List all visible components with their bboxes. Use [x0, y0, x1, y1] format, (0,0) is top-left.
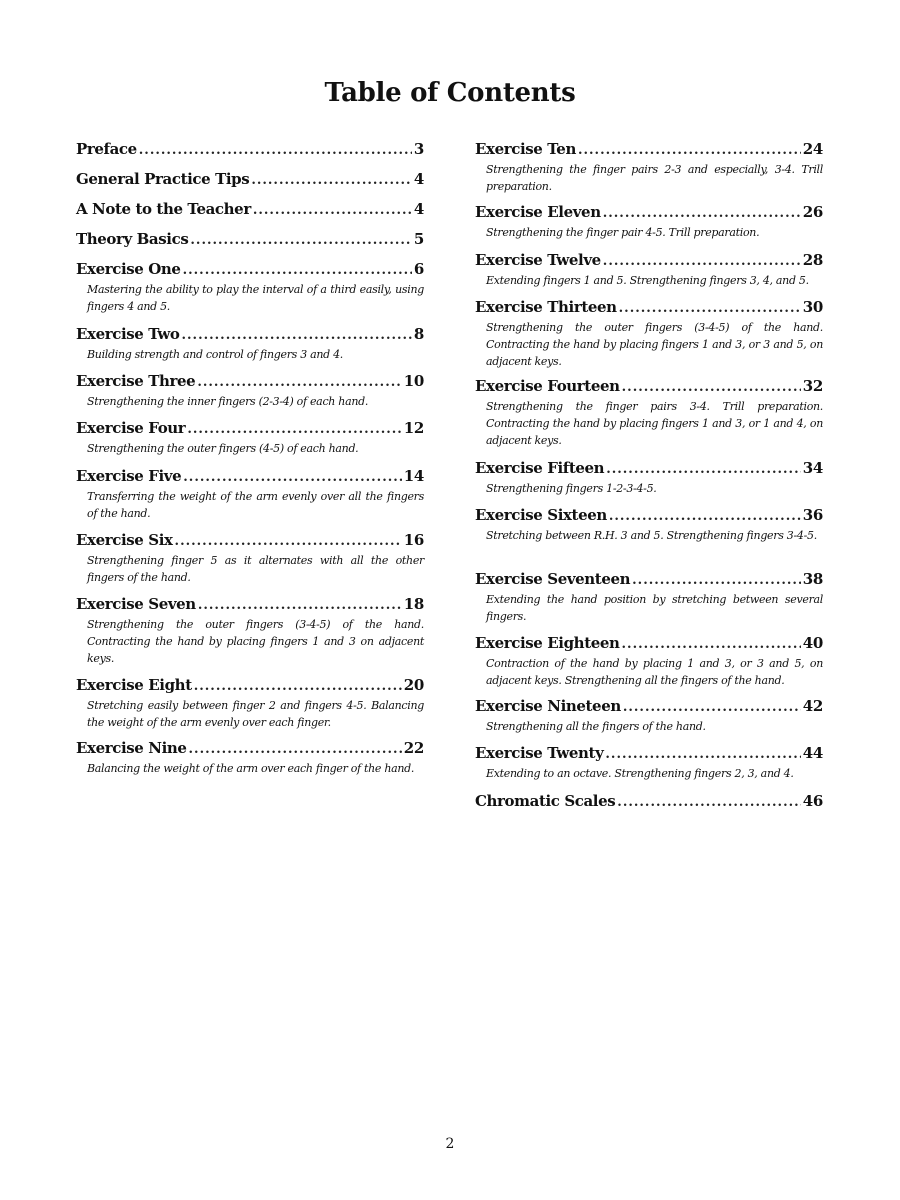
toc-entry-page: 3	[413, 140, 424, 158]
toc-entry-row	[475, 377, 823, 397]
toc-entry-title: Exercise One	[76, 260, 181, 278]
toc-dot-leader	[605, 747, 800, 762]
toc-entry-title: Exercise Eleven	[475, 203, 601, 221]
toc-entry-page: 36	[802, 506, 823, 524]
toc-entry-row	[76, 739, 424, 759]
toc-entry-row	[76, 676, 424, 696]
toc-entry-row	[76, 531, 424, 551]
toc-entry-page: 4	[413, 200, 424, 218]
toc-entry-page: 38	[802, 570, 823, 588]
toc-entry-page: 46	[802, 792, 823, 810]
toc-entry-row	[475, 251, 823, 271]
toc-entry-description: Strengthening the outer fingers (4-5) of each hand.	[87, 442, 359, 455]
toc-dot-leader	[619, 301, 801, 316]
toc-entry-page: 12	[403, 419, 424, 437]
toc-entry-description: Stretching easily between finger 2 and fingers 4-5. Balancing the weight of the arm evenly over each finger.	[87, 699, 424, 729]
toc-dot-leader	[175, 534, 402, 549]
toc-entry-page: 22	[403, 739, 424, 757]
toc-dot-leader	[198, 598, 402, 613]
toc-entry	[475, 506, 823, 544]
toc-entry	[475, 298, 823, 370]
toc-entry-title: Exercise Seventeen	[475, 570, 631, 588]
toc-entry-description: Strengthening the inner fingers (2-3-4) of each hand.	[87, 395, 369, 408]
toc-entry-description: Transferring the weight of the arm evenly over all the fingers of the hand.	[87, 490, 424, 520]
toc-dot-leader	[190, 233, 411, 248]
toc-entry-title: Exercise Sixteen	[475, 506, 607, 524]
toc-entry-page: 8	[413, 325, 424, 343]
toc-entry-page: 24	[802, 140, 823, 158]
toc-entry-page: 28	[802, 251, 823, 269]
toc-entry-title: Exercise Six	[76, 531, 173, 549]
page-number: 2	[445, 1136, 455, 1152]
toc-entry-row	[475, 506, 823, 526]
toc-entry-title: Exercise Eight	[76, 676, 192, 694]
toc-entry-description: Stretching between R.H. 3 and 5. Strengthening fingers 3-4-5.	[486, 529, 817, 542]
toc-entry	[76, 739, 424, 777]
toc-entry-title: Exercise Four	[76, 419, 186, 437]
toc-entry-row	[76, 170, 424, 190]
toc-entry-row	[76, 372, 424, 392]
toc-entry	[76, 200, 424, 220]
toc-entry-row	[76, 595, 424, 615]
toc-entry	[475, 140, 823, 195]
toc-entry-description: Contraction of the hand by placing 1 and 3, or 3 and 5, on adjacent keys. Strengthening all the fingers of the hand.	[486, 657, 823, 687]
toc-entry-row	[76, 325, 424, 345]
toc-entry	[475, 377, 823, 449]
toc-entry-description: Strengthening fingers 1-2-3-4-5.	[486, 482, 657, 495]
toc-entry-page: 40	[802, 634, 823, 652]
toc-dot-leader	[139, 143, 412, 158]
toc-entry-title: Chromatic Scales	[475, 792, 616, 810]
toc-entry-description: Balancing the weight of the arm over each finger of the hand.	[87, 762, 415, 775]
toc-entry-title: General Practice Tips	[76, 170, 250, 188]
toc-entry-description: Strengthening finger 5 as it alternates with all the other fingers of the hand.	[87, 554, 424, 584]
toc-entry-title: A Note to the Teacher	[76, 200, 251, 218]
toc-entry	[76, 372, 424, 410]
toc-entry-page: 30	[802, 298, 823, 316]
toc-entry	[475, 459, 823, 497]
toc-entry-page: 26	[802, 203, 823, 221]
toc-entry-page: 6	[413, 260, 424, 278]
toc-entry-row	[76, 200, 424, 220]
toc-entry-page: 10	[403, 372, 424, 390]
toc-entry	[76, 676, 424, 731]
toc-entry-description: Extending fingers 1 and 5. Strengthening fingers 3, 4, and 5.	[486, 274, 809, 287]
toc-entry	[76, 325, 424, 363]
toc-entry-title: Exercise Fifteen	[475, 459, 605, 477]
toc-entry-title: Theory Basics	[76, 230, 189, 248]
toc-entry-row	[475, 744, 823, 764]
toc-dot-leader	[623, 700, 801, 715]
toc-entry-title: Exercise Seven	[76, 595, 196, 613]
toc-entry-page: 42	[802, 697, 823, 715]
toc-entry	[76, 595, 424, 667]
toc-entry-title: Exercise Nine	[76, 739, 187, 757]
toc-entry-description: Strengthening the finger pair 4-5. Trill preparation.	[486, 226, 760, 239]
toc-entry-description: Strengthening the outer fingers (3-4-5) of the hand. Contracting the hand by placing fingers 1 and 3 on adjacent keys.	[87, 618, 424, 665]
toc-entry-row	[475, 140, 823, 160]
toc-entry-title: Exercise Three	[76, 372, 196, 390]
toc-entry-page: 4	[413, 170, 424, 188]
toc-entry	[475, 251, 823, 289]
toc-dot-leader	[622, 380, 801, 395]
toc-entry-description: Extending to an octave. Strengthening fingers 2, 3, and 4.	[486, 767, 794, 780]
toc-entry-page: 18	[403, 595, 424, 613]
toc-dot-leader	[194, 679, 402, 694]
page-title: Table of Contents	[324, 78, 576, 108]
toc-dot-leader	[187, 422, 401, 437]
toc-dot-leader	[578, 143, 801, 158]
toc-entry-description: Strengthening the finger pairs 2-3 and especially, 3-4. Trill preparation.	[486, 163, 823, 193]
toc-entry	[475, 634, 823, 689]
toc-entry	[475, 697, 823, 735]
toc-entry	[76, 140, 424, 160]
toc-dot-leader	[622, 637, 801, 652]
toc-entry-title: Exercise Two	[76, 325, 180, 343]
toc-entry-row	[475, 792, 823, 812]
toc-dot-leader	[603, 254, 801, 269]
toc-entry	[76, 467, 424, 522]
toc-dot-leader	[632, 573, 801, 588]
toc-entry-title: Preface	[76, 140, 137, 158]
toc-dot-leader	[197, 375, 401, 390]
toc-entry-row	[475, 570, 823, 590]
toc-dot-leader	[189, 742, 402, 757]
toc-entry-page: 32	[802, 377, 823, 395]
toc-entry	[76, 170, 424, 190]
toc-entry	[475, 203, 823, 241]
toc-entry	[475, 570, 823, 625]
toc-entry-title: Exercise Nineteen	[475, 697, 621, 715]
toc-entry-description: Mastering the ability to play the interval of a third easily, using fingers 4 and 5.	[87, 283, 424, 313]
toc-dot-leader	[182, 328, 412, 343]
toc-dot-leader	[603, 206, 801, 221]
toc-entry-title: Exercise Ten	[475, 140, 576, 158]
toc-entry-description: Building strength and control of fingers 3 and 4.	[87, 348, 343, 361]
toc-entry-row	[76, 140, 424, 160]
toc-entry-title: Exercise Five	[76, 467, 182, 485]
toc-dot-leader	[183, 470, 401, 485]
toc-dot-leader	[183, 263, 412, 278]
toc-entry	[475, 744, 823, 782]
toc-entry-row	[76, 260, 424, 280]
toc-entry-page: 34	[802, 459, 823, 477]
toc-entry-title: Exercise Eighteen	[475, 634, 620, 652]
toc-entry-page: 44	[802, 744, 823, 762]
toc-entry-page: 5	[413, 230, 424, 248]
toc-entry	[76, 230, 424, 250]
toc-entry-row	[475, 298, 823, 318]
toc-dot-leader	[251, 173, 412, 188]
toc-entry-row	[475, 634, 823, 654]
toc-dot-leader	[617, 795, 800, 810]
toc-entry-page: 14	[403, 467, 424, 485]
toc-entry-page: 16	[403, 531, 424, 549]
toc-entry-description: Strengthening the finger pairs 3-4. Trill preparation. Contracting the hand by placing fingers 1 and 3, or 1 and 4, on adjacent keys.	[486, 400, 823, 447]
toc-entry-title: Exercise Twenty	[475, 744, 604, 762]
toc-entry	[475, 792, 823, 812]
toc-entry-row	[475, 697, 823, 717]
toc-dot-leader	[609, 509, 801, 524]
toc-entry-row	[475, 459, 823, 479]
toc-entry-title: Exercise Fourteen	[475, 377, 620, 395]
toc-entry-page: 20	[403, 676, 424, 694]
toc-entry-row	[76, 419, 424, 439]
toc-entry-description: Strengthening the outer fingers (3-4-5) of the hand. Contracting the hand by placing fingers 1 and 3, or 3 and 5, on adjacent keys.	[486, 321, 823, 368]
toc-dot-leader	[253, 203, 412, 218]
toc-dot-leader	[606, 462, 801, 477]
toc-entry-description: Strengthening all the fingers of the hand.	[486, 720, 706, 733]
toc-entry-row	[475, 203, 823, 223]
toc-entry-description: Extending the hand position by stretching between several fingers.	[486, 593, 823, 623]
toc-entry	[76, 419, 424, 457]
toc-entry-row	[76, 467, 424, 487]
toc-entry-title: Exercise Thirteen	[475, 298, 617, 316]
toc-entry-title: Exercise Twelve	[475, 251, 601, 269]
toc-entry	[76, 531, 424, 586]
toc-entry-row	[76, 230, 424, 250]
toc-entry	[76, 260, 424, 315]
